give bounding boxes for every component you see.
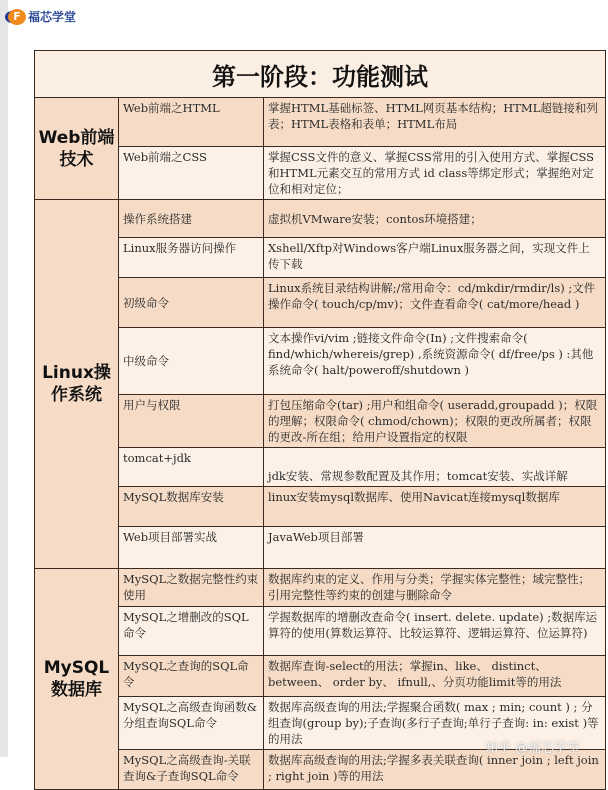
logo	[8, 8, 76, 25]
content-cell: 虚拟机VMware安装；contos环境搭建；	[264, 200, 606, 238]
curriculum-table	[34, 50, 606, 790]
topic-cell: MySQL之增删改的SQL命令	[119, 607, 264, 656]
topic-cell: MySQL之查询的SQL命令	[119, 656, 264, 697]
topic-cell: 用户与权限	[119, 395, 264, 448]
content-cell: 打包压缩命令(tar) ;用户和组命令( useradd,groupadd )；权限的理解；权限命令( chmod/chown)；权限的更改所属者；权限的更改-所在组；给用户设置指定的权限	[264, 395, 606, 448]
topic-cell: MySQL之高级查询-关联查询&子查询SQL命令	[119, 750, 264, 790]
topic-cell: Web项目部署实战	[119, 527, 264, 569]
content-cell: jdk安装、常规参数配置及其作用；tomcat安装、实战详解	[264, 448, 606, 487]
topic-cell: 初级命令	[119, 278, 264, 328]
section-web: Web前端技术	[35, 98, 119, 200]
topic-cell: MySQL之数据完整性约束使用	[119, 569, 264, 607]
table-title: 第一阶段：功能测试	[35, 51, 606, 98]
content-cell: 数据库约束的定义、作用与分类；学握实体完整性；域完整性；引用完整性等约束的创建与删除命令	[264, 569, 606, 607]
content-cell: 数据库查询-select的用法；掌握in、like、 distinct、 between、 order by、 ifnull,、分页功能limit等的用法	[264, 656, 606, 697]
topic-cell: MySQL数据库安装	[119, 487, 264, 527]
topic-cell: Linux服务器访问操作	[119, 238, 264, 278]
section-linux: Linux操作系统	[35, 200, 119, 569]
content-cell: Linux系统目录结构讲解;/常用命令：cd/mkdir/rmdir/ls) ;文件操作命令( touch/cp/mv)；文件查看命令( cat/more/head )	[264, 278, 606, 328]
content-cell: 掌握CSS文件的意义、掌握CSS常用的引入使用方式、掌握CSS和HTML元素交互的常用方式 id class等绑定形式；掌握绝对定位和相对定位；	[264, 147, 606, 200]
topic-cell: MySQL之高级查询函数&分组查询SQL命令	[119, 697, 264, 750]
topic-cell: Web前端之CSS	[119, 147, 264, 200]
topic-cell: tomcat+jdk	[119, 448, 264, 487]
content-cell: linux安装mysql数据库、使用Navicat连接mysql数据库	[264, 487, 606, 527]
topic-cell: 中级命令	[119, 328, 264, 395]
left-margin-bar	[0, 0, 8, 757]
content-cell: 学握数据库的增删改查命令( insert. delete. update) ;数据库运算符的使用(算数运算符、比较运算符、逻辑运算符、位运算符)	[264, 607, 606, 656]
content-cell: 掌握HTML基础标签、HTML网页基本结构；HTML超链接和列表；HTML表格和表单；HTML布局	[264, 98, 606, 147]
content-cell: 文本操作vi/vim ;链接文件命令(In) ;文件搜索命令( find/which/whereis/grep) ,系统资源命令( df/free/ps ) :其他系统命令( halt/poweroff/shutdown )	[264, 328, 606, 395]
topic-cell: 操作系统搭建	[119, 200, 264, 238]
watermark: 知乎 @福芯学堂	[484, 741, 580, 756]
logo-icon: F	[8, 9, 26, 25]
content-cell: 数据库高级查询的用法;学握聚合函数( max ; min; count ) ; 分组查询(group by);子查询(多行子查询;单行子查询: in: exist )等的用法	[264, 697, 606, 750]
content-cell: JavaWeb项目部署	[264, 527, 606, 569]
topic-cell: Web前端之HTML	[119, 98, 264, 147]
section-mysql: MySQL数据库	[35, 569, 119, 790]
content-cell: Xshell/Xftp对Windows客户端Linux服务器之间，实现文件上传下载	[264, 238, 606, 278]
logo-text: 福芯学堂	[28, 10, 77, 24]
content-cell: 数据库高级查询的用法;学握多表关联查询( inner join ; left join ; right join )等的用法	[264, 750, 606, 790]
